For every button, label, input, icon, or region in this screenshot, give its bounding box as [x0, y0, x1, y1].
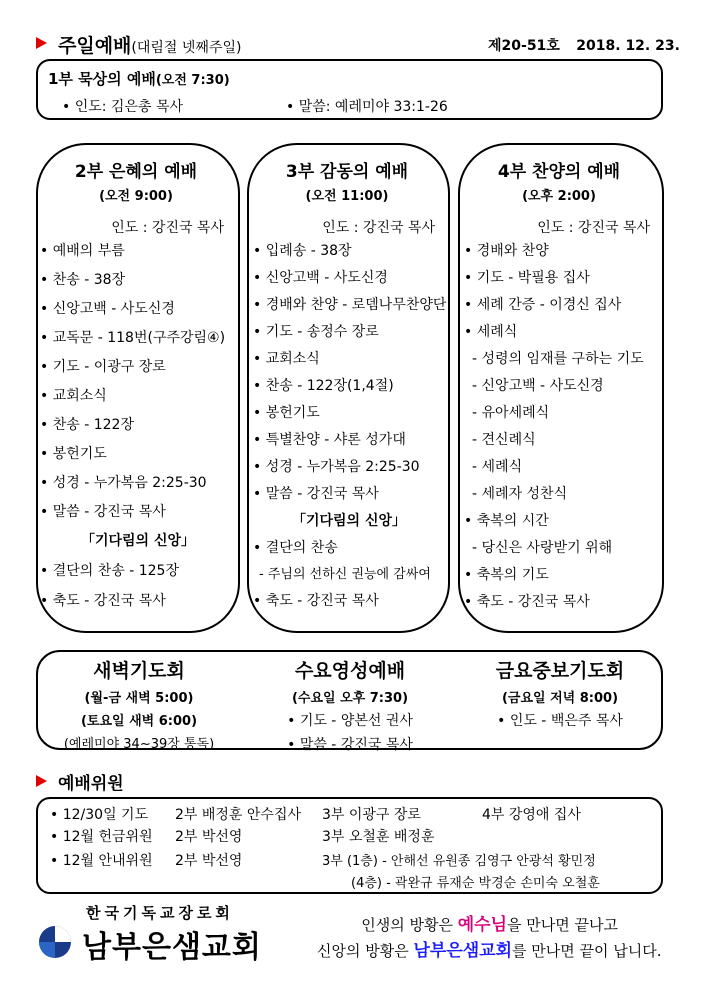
list-item: - 유아세례식	[472, 402, 549, 422]
dawn-prayer-reading: (예레미야 34~39장 통독)	[63, 737, 215, 752]
list-item: • 경배와 찬양 - 로뎀나무찬양단	[253, 294, 446, 314]
friday-time: (금요일 저녁 8:00)	[501, 691, 619, 706]
list-item: - 신앙고백 - 사도신경	[472, 375, 604, 395]
wednesday-time: (수요일 오후 7:30)	[291, 691, 409, 706]
service3-closing-hymn-title: - 주님의 선하신 권능에 감싸여	[259, 563, 431, 582]
list-item: - 세례자 성찬식	[472, 483, 567, 503]
motto-line-2	[317, 936, 662, 961]
friday-title: 금요중보기도회	[495, 660, 625, 682]
service3-leader: 인도 : 강진국 목사	[322, 220, 435, 236]
list-item: • 봉헌기도	[40, 443, 107, 463]
committee-row-value: 3부 이광구 장로	[322, 807, 421, 823]
committee-row-value: 3부 (1층) - 안해선 유원종 김영구 안광석 황민정	[322, 854, 596, 869]
list-item: • 세례 간증 - 이경신 집사	[464, 294, 621, 314]
service3-time: (오전 11:00)	[305, 189, 389, 204]
service4-leader: 인도 : 강진국 목사	[537, 220, 650, 236]
service2-time: (오전 9:00)	[99, 189, 173, 204]
service3-closing-hymn: • 결단의 찬송	[253, 537, 338, 557]
dawn-prayer-saturday: (토요일 새벽 6:00)	[80, 714, 198, 729]
church-logo	[38, 925, 72, 959]
page-title-text: 주일예배	[58, 35, 132, 57]
red-arrow-icon	[36, 775, 47, 787]
service2-sermon-title: 「기다림의 신앙」	[80, 533, 196, 549]
motto1-text-end: 을 만나면 끝나고	[507, 916, 618, 934]
list-item: • 찬송 - 122장(1,4절)	[253, 375, 394, 395]
list-item: • 기도 - 송정수 장로	[253, 321, 379, 341]
wednesday-service	[255, 656, 445, 754]
service1-time: (오전 7:30)	[155, 73, 230, 88]
list-item: • 입례송 - 38장	[253, 240, 352, 260]
list-item: • 예배의 부름	[40, 240, 125, 260]
list-item: • 교독문 - 118번(구주강림④)	[40, 327, 225, 347]
church-logo-icon	[38, 925, 72, 959]
service2-leader: 인도 : 강진국 목사	[111, 220, 224, 236]
motto2-text: 신앙의 방황은	[317, 942, 414, 960]
committee-heading: 예배위원	[58, 774, 124, 794]
dawn-prayer-title: 새벽기도회	[93, 660, 185, 682]
motto-line-1	[330, 910, 618, 935]
denomination-name: 한국기독교장로회	[86, 904, 234, 922]
service3-title: 3부 감동의 예배	[285, 162, 409, 182]
service4-title: 4부 찬양의 예배	[497, 162, 621, 182]
list-item: • 말씀 - 강진국 목사	[253, 483, 379, 503]
committee-row-value: (4층) - 곽완규 류재순 박경순 손미숙 오철훈	[351, 876, 600, 891]
motto2-highlight: 남부은샘교회	[413, 941, 513, 961]
committee-row-value: 2부 배정훈 안수집사	[175, 807, 301, 823]
dawn-prayer	[44, 656, 234, 752]
page-title	[58, 31, 241, 58]
list-item: • 축복의 기도	[464, 564, 549, 584]
motto1-highlight: 예수님	[457, 915, 508, 935]
list-item: • 신앙고백 - 사도신경	[40, 298, 175, 318]
wednesday-sermon: • 말씀 - 강진국 목사	[255, 734, 445, 754]
committee-row-value: 2부 박선영	[175, 829, 243, 845]
list-item: • 세례식	[464, 321, 517, 341]
service2-title: 2부 은혜의 예배	[74, 162, 198, 182]
list-item: • 경배와 찬양	[464, 240, 549, 260]
service2-column	[40, 157, 232, 237]
service2-benediction: • 축도 - 강진국 목사	[40, 590, 166, 610]
committee-row-value: 3부 오철훈 배정훈	[322, 829, 435, 845]
dawn-prayer-weekday: (월-금 새벽 5:00)	[84, 691, 194, 706]
service3-sermon-title: 「기다림의 신앙」	[291, 513, 407, 529]
motto1-text: 인생의 방황은	[361, 916, 458, 934]
service1-title	[48, 68, 230, 89]
list-item: • 교회소식	[40, 385, 107, 405]
issue-info	[488, 35, 680, 55]
list-item: • 축도 - 강진국 목사	[464, 591, 590, 611]
list-item: • 찬송 - 122장	[40, 414, 134, 434]
service1-name: 1부 묵상의 예배	[48, 70, 156, 88]
list-item: • 교회소식	[253, 348, 320, 368]
committee-row-value: 4부 강영애 집사	[482, 807, 581, 823]
committee-row-value: 2부 박선영	[175, 853, 243, 869]
wednesday-title: 수요영성예배	[294, 660, 406, 682]
committee-row-label: • 12/30일 기도	[50, 804, 148, 824]
friday-prayer	[462, 656, 658, 730]
list-item: • 신앙고백 - 사도신경	[253, 267, 388, 287]
list-item: • 특별찬양 - 샤론 성가대	[253, 429, 406, 449]
service4-column	[462, 157, 656, 237]
list-item: • 찬송 - 38장	[40, 269, 125, 289]
list-item: • 성경 - 누가복음 2:25-30	[40, 472, 207, 492]
issue-number: 제20-51호	[488, 38, 560, 54]
wednesday-prayer: • 기도 - 양본선 권사	[255, 710, 445, 730]
list-item: - 세례식	[472, 456, 522, 476]
church-name: 남부은샘교회	[82, 930, 262, 965]
committee-row-label: • 12월 헌금위원	[50, 826, 153, 846]
committee-row-label: • 12월 안내위원	[50, 850, 153, 870]
list-item: • 성경 - 누가복음 2:25-30	[253, 456, 420, 476]
list-item: • 봉헌기도	[253, 402, 320, 422]
friday-leader: • 인도 - 백은주 목사	[462, 710, 658, 730]
service2-closing-hymn: • 결단의 찬송 - 125장	[40, 560, 179, 580]
service3-benediction: • 축도 - 강진국 목사	[253, 590, 379, 610]
issue-date: 2018. 12. 23.	[576, 38, 680, 54]
list-item: - 당신은 사랑받기 위해	[472, 537, 612, 557]
red-arrow-icon	[36, 37, 47, 49]
list-item: • 기도 - 이광구 장로	[40, 356, 166, 376]
list-item: • 기도 - 박필용 집사	[464, 267, 590, 287]
service1-leader: • 인도: 김은총 목사	[62, 96, 183, 116]
service3-column	[251, 157, 443, 237]
list-item: - 성령의 임재를 구하는 기도	[472, 348, 644, 368]
page-subtitle: (대림절 넷째주일)	[131, 40, 242, 56]
motto2-text-end: 를 만나면 끝이 납니다.	[512, 942, 662, 960]
list-item: • 축복의 시간	[464, 510, 549, 530]
service1-sermon: • 말씀: 예레미야 33:1-26	[286, 96, 448, 116]
list-item: • 말씀 - 강진국 목사	[40, 501, 166, 521]
list-item: - 견신례식	[472, 429, 536, 449]
service4-time: (오후 2:00)	[522, 189, 596, 204]
